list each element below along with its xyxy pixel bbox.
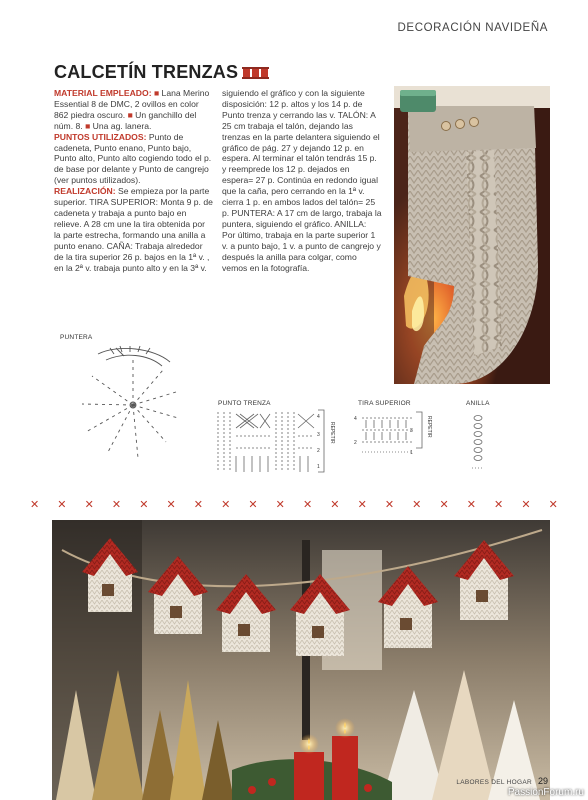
yarn-spool-icon (261, 67, 268, 79)
tira-superior-diagram (352, 408, 438, 458)
x-mark-icon: ✕ (275, 499, 285, 511)
x-mark-icon: ✕ (111, 499, 122, 511)
stocking-photo (394, 86, 550, 384)
x-mark-icon: ✕ (494, 499, 504, 511)
realizacion-paragraph (54, 186, 214, 273)
section-header: DECORACIÓN NAVIDEÑA (397, 22, 548, 34)
tira-repeat-label: REPETIR (426, 416, 432, 438)
x-mark-icon: ✕ (139, 499, 149, 511)
puntos-paragraph (54, 132, 214, 187)
material-text-1: Lana Merino Essential 8 de DMC, 2 ovillos en color 862 piedra oscuro. (54, 88, 210, 120)
x-mark-icon: ✕ (548, 499, 558, 511)
x-mark-icon: ✕ (57, 499, 67, 511)
tira-row-1: 1 (410, 450, 413, 456)
watermark: PassionForum.ru (507, 787, 584, 798)
x-mark-icon: ✕ (221, 499, 231, 511)
anilla-label: ANILLA (466, 400, 490, 407)
anilla-diagram (466, 410, 490, 476)
garland-photo-illustration (52, 520, 550, 800)
tira-row-4: 4 (354, 416, 357, 422)
trenza-row-1: 1 (317, 464, 320, 470)
trenza-row-3: 3 (317, 432, 320, 438)
tira-row-3: 3 (410, 428, 413, 434)
article-title (54, 62, 268, 83)
x-mark-icon: ✕ (302, 499, 313, 511)
tira-row-2: 2 (354, 440, 357, 446)
page-footer (456, 776, 548, 786)
bullet-icon: ■ (153, 88, 160, 98)
yarn-spool-icon (252, 67, 259, 79)
x-mark-icon: ✕ (84, 499, 94, 511)
difficulty-rating (243, 67, 268, 79)
x-mark-icon: ✕ (384, 499, 395, 511)
material-text-2: Un ganchillo del núm. 8. (54, 109, 197, 131)
x-mark-icon: ✕ (330, 499, 340, 511)
bullet-icon: ■ (127, 109, 133, 120)
puntera-label: PUNTERA (60, 334, 93, 341)
puntos-text: Punto de cadeneta, Punto enano, Punto bajo, Punto alto, Punto alto cogiendo todo el p. de base por delante y Punto de cangrejo (ver puntos utilizados). (54, 131, 212, 186)
x-mark-icon: ✕ (30, 499, 40, 511)
x-divider (0, 498, 588, 512)
punto-trenza-diagram (214, 406, 336, 476)
x-mark-icon: ✕ (166, 499, 176, 511)
realizacion-text: Se empieza por la parte superior. TIRA SUPERIOR: Monta 9 p. de cadeneta y trabaja a punto bajo en relieve. A 28 cm une la tira obtenida por la parte estrecha, formando una anilla a punto enano. CAÑA: Trabaja alrededor de la tira superior 26 p. bajos en la 1ª v. , en la 2ª v. trabaja punto alto y en la 3ª v. (54, 186, 213, 273)
x-mark-icon: ✕ (466, 499, 476, 511)
material-label: MATERIAL EMPLEADO: (54, 88, 152, 98)
yarn-spool-icon (243, 67, 250, 79)
instructions-column-2 (222, 88, 382, 273)
continuation-text: siguiendo el gráfico y con la siguiente disposición: 12 p. altos y los 14 p. de Punto trenza y cerrando las v. TALÓN: A 25 cm trabaja el talón, dejando las trenzas en la parte delantera siguiendo el gráfico de pág. 27 y dejando 12 p. en espera. Al terminar el talón tendrás 15 p. y reemprede los 12 p. dejados en espera= 27 p. Continúa en redondo igual que la caña, pero cerrando en la 1ª v. cierra 1 p. en ambos lados del talón= 25 p. PUNTERA: A 17 cm de largo, trabaja la puntera, siguiendo el gráfico. ANILLA: Por último, trabaja en la parte superior 1 v. a punto bajo, 1 v. a punto de cangrejo y después la anilla para colgar, como vemos en la fotografía. (222, 88, 382, 273)
trenza-row-2: 2 (317, 448, 320, 454)
material-text-3: Una ag. lanera. (92, 120, 152, 131)
puntos-label: PUNTOS UTILIZADOS: (54, 131, 147, 142)
realizacion-label: REALIZACIÓN: (54, 186, 116, 197)
puntera-diagram (58, 340, 208, 470)
page-number: 29 (537, 776, 548, 786)
material-paragraph (54, 88, 214, 132)
x-mark-icon: ✕ (439, 499, 449, 511)
stocking-photo-illustration (394, 86, 550, 384)
x-mark-icon: ✕ (357, 499, 367, 511)
instructions-column-1 (54, 88, 214, 273)
x-mark-icon: ✕ (521, 499, 531, 511)
bullet-icon: ■ (85, 120, 91, 131)
trenza-repeat-label: REPETIR (329, 422, 335, 444)
article-title-text: CALCETÍN TRENZAS (54, 62, 239, 82)
x-mark-icon: ✕ (412, 499, 422, 511)
garland-photo (52, 520, 550, 800)
punto-trenza-label: PUNTO TRENZA (218, 400, 271, 407)
x-mark-icon: ✕ (193, 499, 203, 511)
trenza-row-4: 4 (317, 414, 320, 420)
x-mark-icon: ✕ (248, 499, 258, 511)
tira-superior-label: TIRA SUPERIOR (358, 400, 411, 407)
magazine-name: LABORES DEL HOGAR (456, 779, 532, 786)
